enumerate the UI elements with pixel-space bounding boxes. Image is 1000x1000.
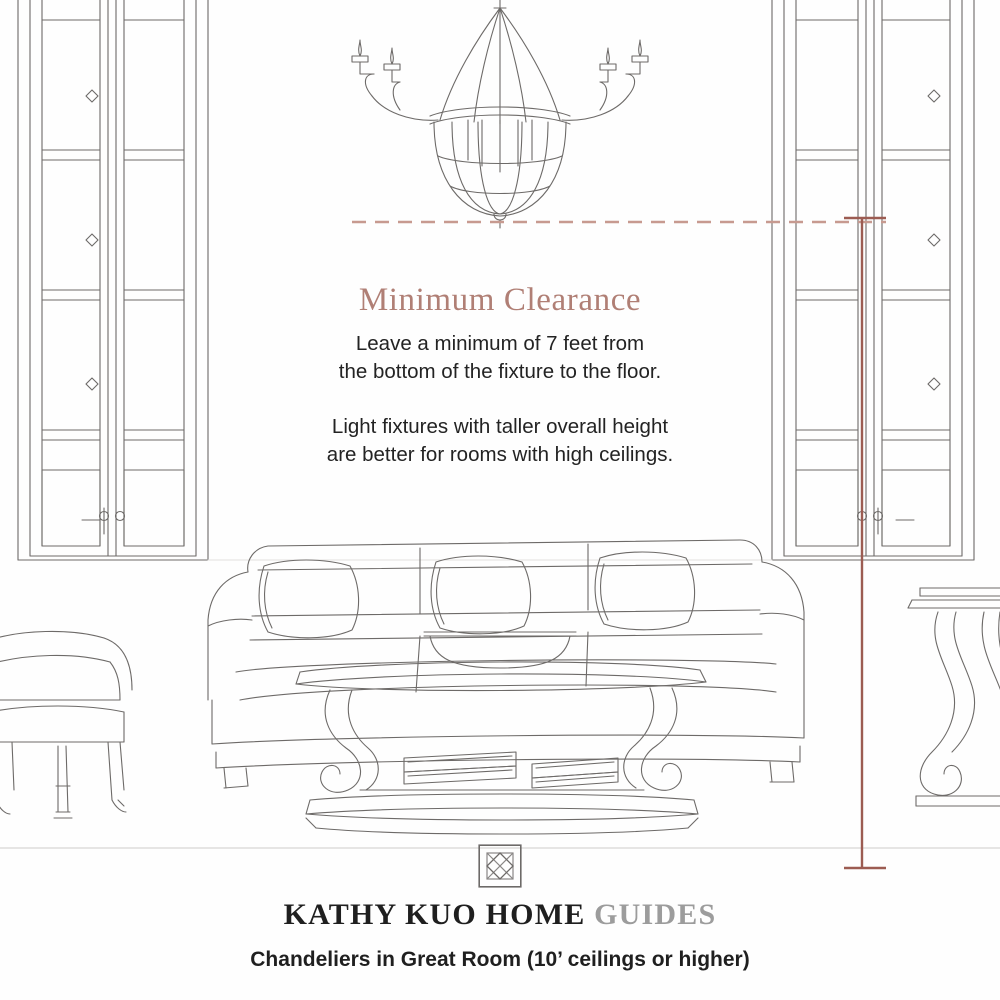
orb-chandelier	[352, 0, 648, 228]
clearance-paragraph-1	[0, 330, 1000, 386]
guide-caption: Chandeliers in Great Room (10’ ceilings or higher)	[250, 948, 750, 971]
side-table-right	[908, 588, 1000, 806]
scroll-leg-coffee-table	[296, 662, 706, 834]
brand-logo	[0, 844, 1000, 893]
clearance-paragraph-2	[0, 413, 1000, 469]
armchair-left	[0, 631, 132, 818]
clearance-paragraph-2-line-1: Light fixtures with taller overall height	[331, 415, 669, 438]
books-stack	[404, 752, 618, 788]
clearance-paragraph-1-line-1: Leave a minimum of 7 feet from	[355, 332, 645, 355]
clearance-paragraph-2-line-2: are better for rooms with high ceilings.	[326, 443, 674, 466]
clearance-title: Minimum Clearance	[358, 282, 642, 318]
diamond-in-square-logo-icon	[478, 844, 522, 888]
brand-title	[0, 898, 1000, 932]
french-doors-left	[18, 0, 208, 560]
brand-name-primary: KATHY KUO HOME	[283, 898, 586, 931]
sofa	[208, 540, 804, 788]
brand-name-secondary: GUIDES	[594, 898, 717, 931]
clearance-paragraph-1-line-2: the bottom of the fixture to the floor.	[338, 360, 662, 383]
